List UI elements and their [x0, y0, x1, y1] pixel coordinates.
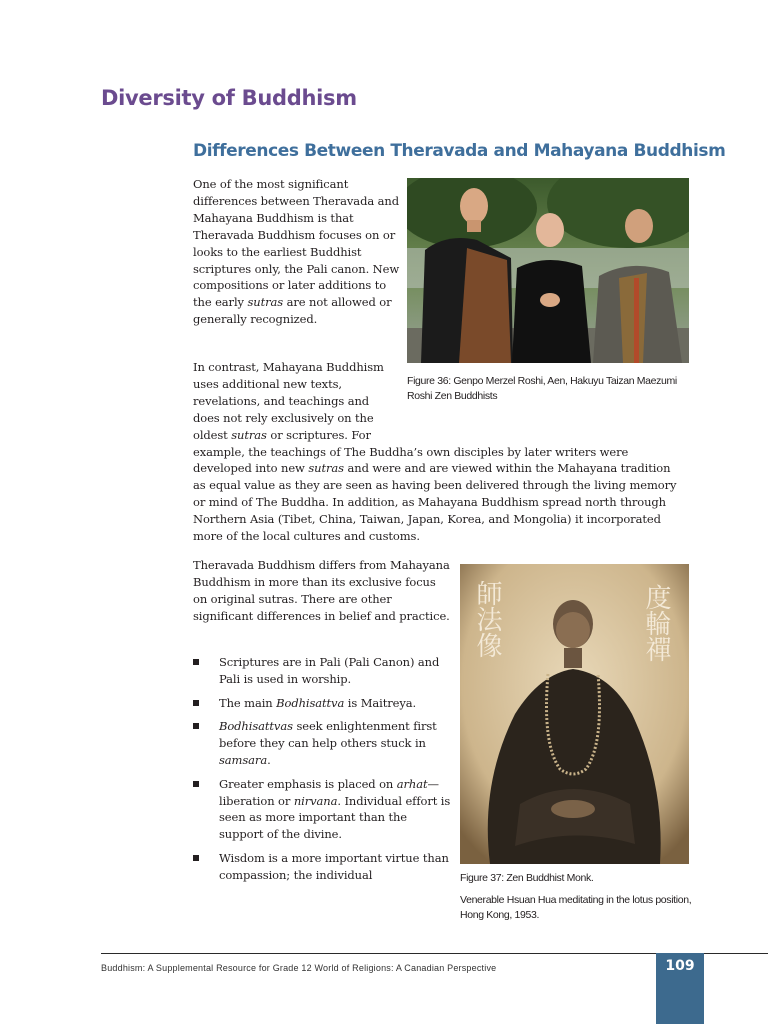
page-number-tab [656, 953, 704, 1024]
figure-37-caption-body: Venerable Hsuan Hua meditating in the lotus position, Hong Kong, 1953. [460, 894, 692, 921]
bullet-square-icon [193, 781, 199, 787]
section-title: Differences Between Theravada and Mahayana Buddhism [193, 141, 726, 161]
list-item: Scriptures are in Pali (Pali Canon) and Pali is used in worship. [193, 654, 453, 688]
figure-37-caption-title: Figure 37: Zen Buddhist Monk. [460, 872, 594, 884]
list-item: Bodhisattvas seek enlightenment first before they can help others stuck in samsara. [193, 718, 453, 768]
figure-36-photo [407, 178, 689, 363]
bullet-square-icon [193, 659, 199, 665]
page-number: 109 [665, 958, 695, 974]
footer-text: Buddhism: A Supplemental Resource for Grade 12 World of Religions: A Canadian Perspective [101, 963, 497, 973]
calligraphy-left: 師法像 [472, 580, 502, 658]
bullet-square-icon [193, 700, 199, 706]
figure-36-caption: Figure 36: Genpo Merzel Roshi, Aen, Hakuyu Taizan Maezumi Roshi Zen Buddhists [407, 375, 677, 402]
list-item: Greater emphasis is placed on arhat—liberation or nirvana. Individual effort is seen as more important than the support of the divine. [193, 776, 453, 843]
page-title: Diversity of Buddhism [101, 86, 357, 110]
list-item: Wisdom is a more important virtue than compassion; the individual [193, 850, 453, 884]
bullet-square-icon [193, 723, 199, 729]
paragraph-differences-intro: Theravada Buddhism differs from Mahayana Buddhism in more than its exclusive focus on original sutras. There are other significant differences in belief and practice. [193, 558, 450, 623]
differences-list [193, 654, 453, 891]
paragraph-theravada-scriptures: One of the most significant differences between Theravada and Mahayana Buddhism is that Theravada Buddhism focuses on or looks to the earliest Buddhist scriptures only, the Pali canon. New compositions or later additions to the early sutras are not allowed or generally recognized. [193, 177, 400, 327]
paragraph-mahayana-texts: In contrast, Mahayana Buddhism uses additional new texts, revelations, and teachings and does not rely exclusively on the oldest sutras or scriptures. For example, the teachings of The Buddha’s own disciples by later writers were developed into new sutras and were and are viewed within the Mahayana tradition as equal value as they are seen as having been delivered through the living memory or mind of The Buddha. In addition, as Mahayana Buddhism spread north through Northern Asia (Tibet, China, Taiwan, Japan, Korea, and Mongolia) it incorporated more of the local cultures and customs. [193, 360, 677, 544]
list-item: The main Bodhisattva is Maitreya. [193, 695, 453, 712]
bullet-square-icon [193, 855, 199, 861]
figure-37-photo [460, 564, 689, 864]
calligraphy-right: 度輪禪 [641, 584, 671, 662]
